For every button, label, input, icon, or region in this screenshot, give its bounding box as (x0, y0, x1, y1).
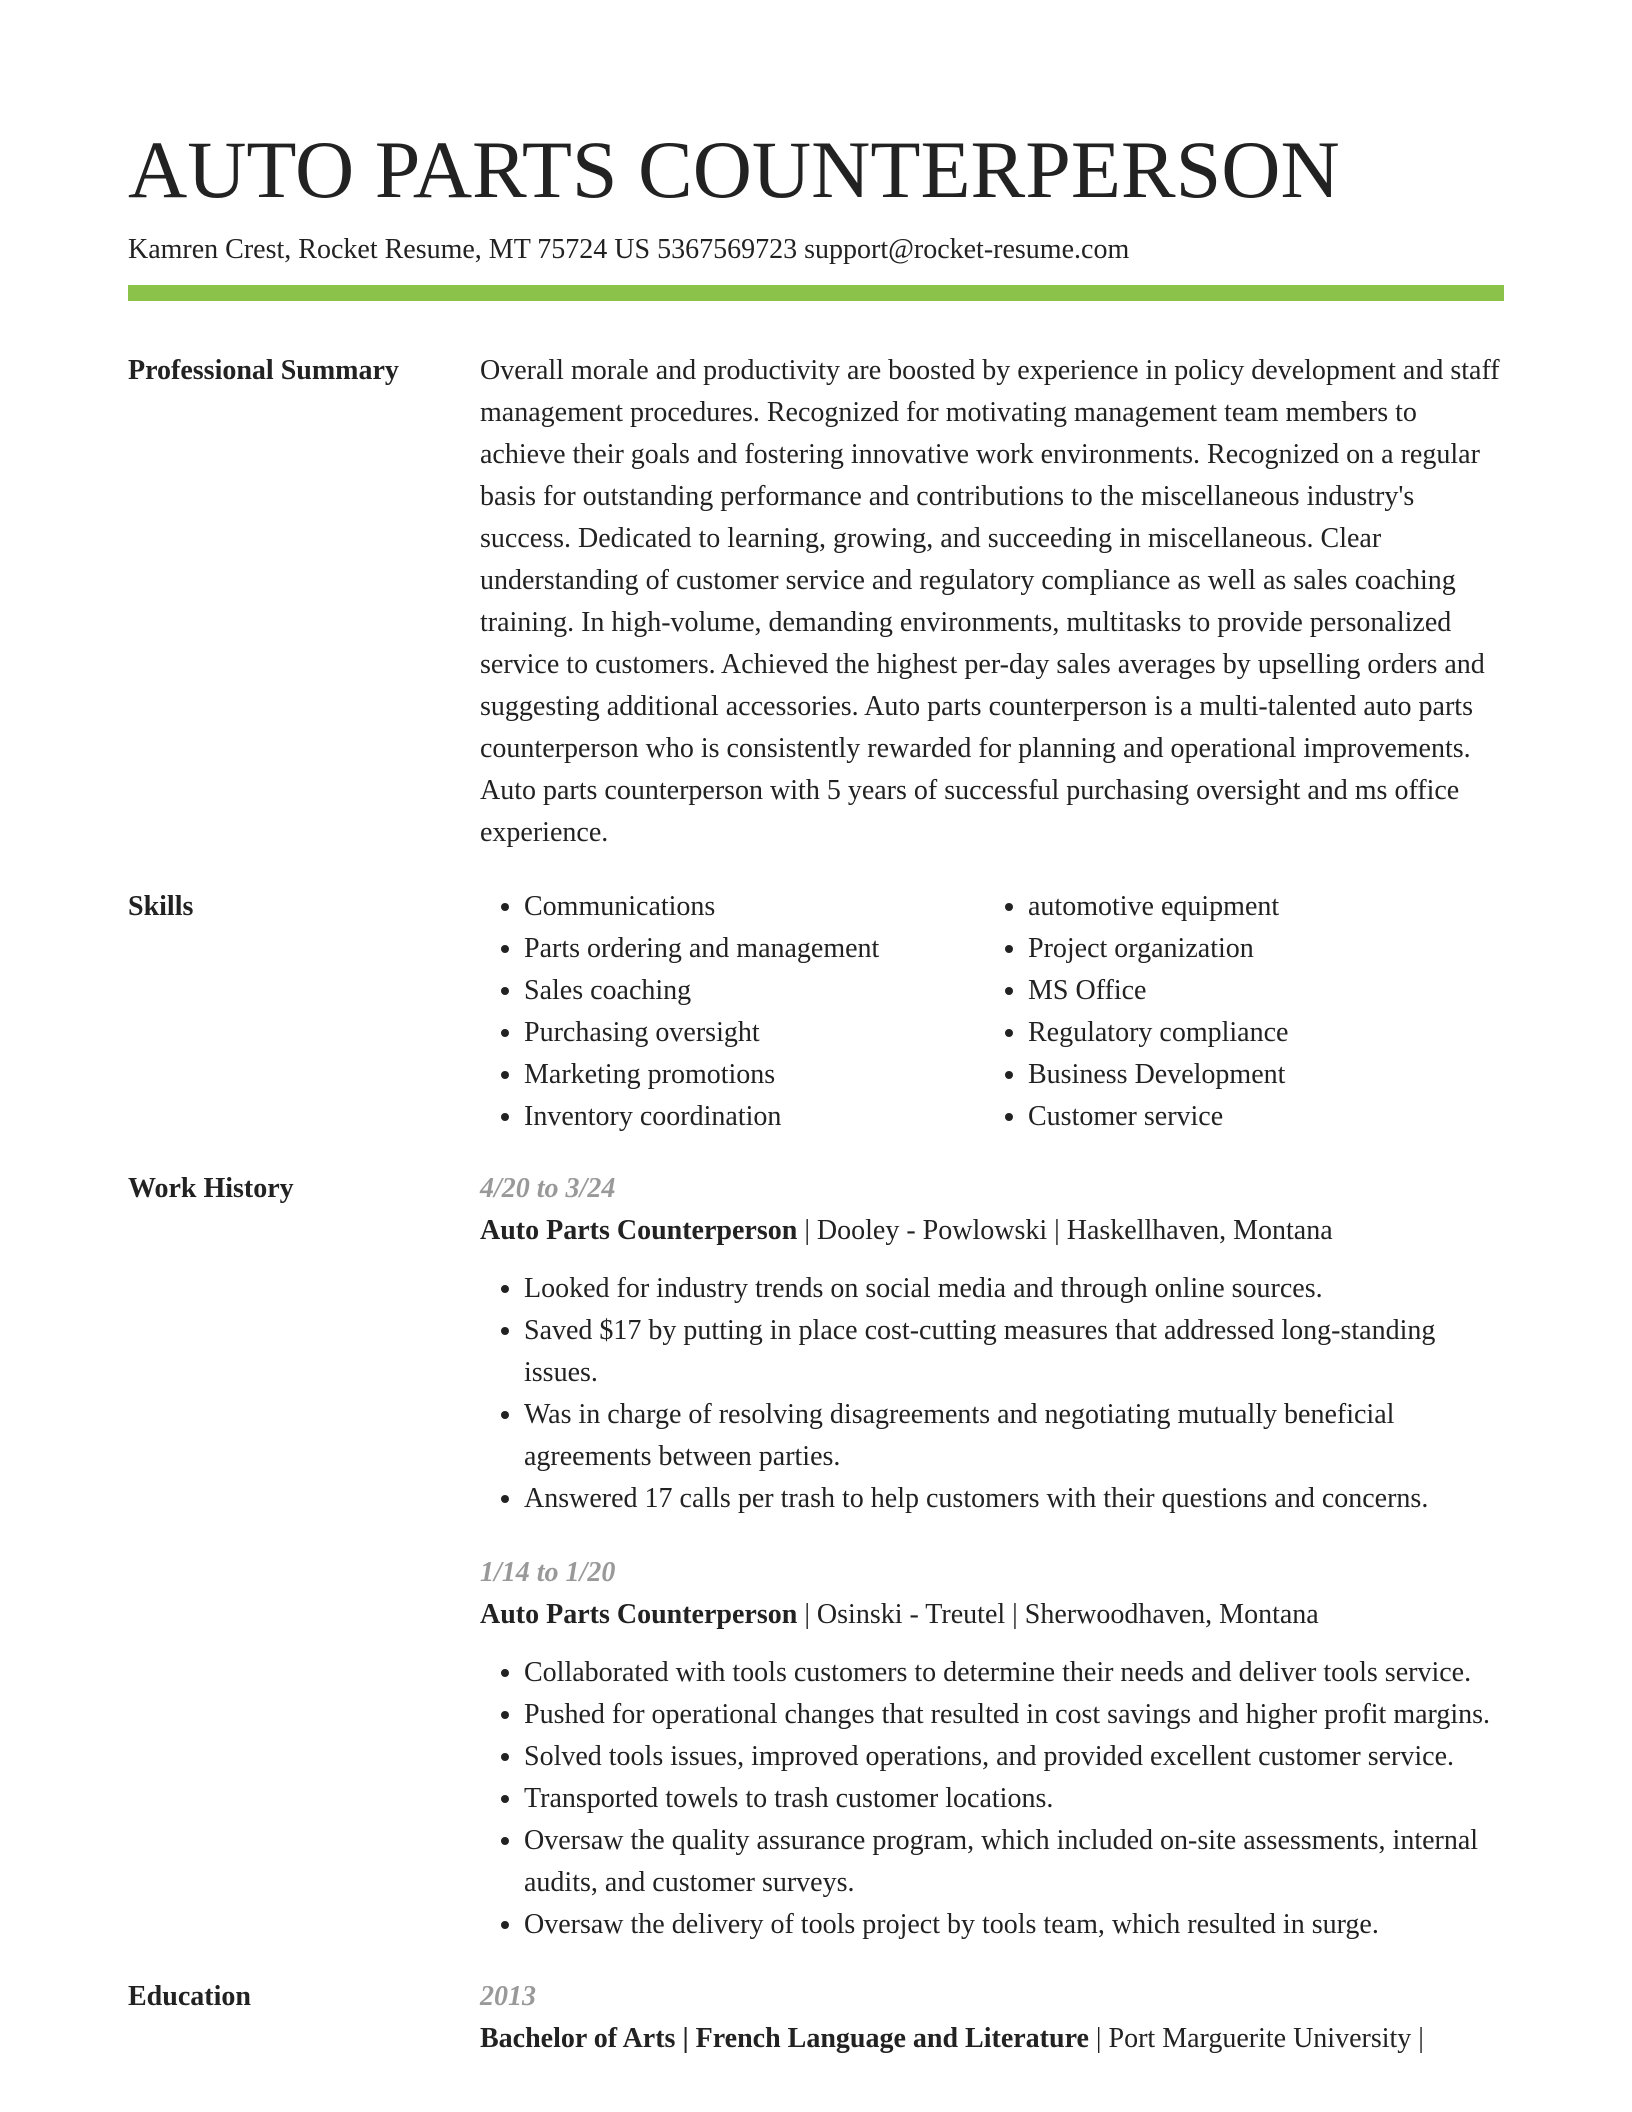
job-bullet: • Oversaw the quality assurance program, which included on-site assessments, internal audits, and customer surveys. (524, 1820, 1504, 1904)
job-title: Auto Parts Counterperson (480, 1215, 798, 1246)
skills-grid (480, 886, 1504, 1138)
skill-item: • Business Development (1028, 1054, 1488, 1096)
summary-body (480, 350, 1504, 854)
skill-item: • MS Office (1028, 970, 1488, 1012)
job-bullet: • Saved $17 by putting in place cost-cutting measures that addressed long-standing issues. (524, 1310, 1504, 1394)
education-degree: Bachelor of Arts | French Language and Literature (480, 2023, 1089, 2054)
contact-line (128, 230, 1129, 270)
skill-item: • Communications (524, 886, 984, 928)
job-bullet: • Answered 17 calls per trash to help customers with their questions and concerns. (524, 1478, 1504, 1520)
skills-heading: Skills (128, 891, 194, 922)
education-heading: Education (128, 1981, 251, 2012)
skill-item: • Inventory coordination (524, 1096, 984, 1138)
skill-item: • Purchasing oversight (524, 1012, 984, 1054)
job-bullets (480, 1268, 1504, 1520)
skill-item: • Customer service (1028, 1096, 1488, 1138)
job-bullet: • Collaborated with tools customers to determine their needs and deliver tools service. (524, 1652, 1504, 1694)
resume-title: AUTO PARTS COUNTERPERSON (128, 124, 1340, 215)
contact-phone: 5367569723 (657, 234, 798, 265)
job-details: | Dooley - Powlowski | Haskellhaven, Montana (797, 1215, 1333, 1246)
skill-item: • Marketing promotions (524, 1054, 984, 1096)
skill-item: • Parts ordering and management (524, 928, 984, 970)
job-title: Auto Parts Counterperson (480, 1599, 798, 1630)
education-line (480, 2018, 1504, 2060)
job-entry (480, 1168, 1504, 1520)
summary-heading: Professional Summary (128, 355, 399, 386)
header-divider (128, 285, 1504, 301)
skills-list-right (984, 886, 1488, 1138)
job-bullet: • Oversaw the delivery of tools project by tools team, which resulted in surge. (524, 1904, 1504, 1946)
job-title-line (480, 1210, 1504, 1252)
education-section (128, 1976, 1504, 2060)
job-bullet: • Was in charge of resolving disagreements and negotiating mutually beneficial agreements between parties. (524, 1394, 1504, 1478)
work-history-heading: Work History (128, 1173, 294, 1204)
work-history-body (480, 1168, 1504, 1946)
education-entry (480, 1976, 1504, 2060)
contact-email[interactable]: support@rocket-resume.com (804, 234, 1130, 265)
skill-item: • Project organization (1028, 928, 1488, 970)
job-dates: 4/20 to 3/24 (480, 1173, 616, 1204)
job-title-line (480, 1594, 1504, 1636)
skills-list-left (480, 886, 984, 1138)
skills-section (128, 886, 1504, 1138)
skill-item: • Regulatory compliance (1028, 1012, 1488, 1054)
skill-item: • automotive equipment (1028, 886, 1488, 928)
education-dates: 2013 (480, 1981, 536, 2012)
skills-body (480, 886, 1504, 1138)
job-entry (480, 1552, 1504, 1946)
job-bullets (480, 1652, 1504, 1946)
resume-sections (128, 350, 1504, 2060)
summary-text: Overall morale and productivity are boosted by experience in policy development and staff management procedures. Recognized for motivating management team members to achieve their goals and fostering innovative work environments. Recognized on a regular basis for outstanding performance and contributions to the miscellaneous industry's success. Dedicated to learning, growing, and succeeding in miscellaneous. Clear understanding of customer service and regulatory compliance as well as sales coaching training. In high-volume, demanding environments, multitasks to provide personalized service to customers. Achieved the highest per-day sales averages by upselling orders and suggesting additional accessories. Auto parts counterperson is a multi-talented auto parts counterperson who is consistently rewarded for planning and operational improvements. Auto parts counterperson with 5 years of successful purchasing oversight and ms office experience. (480, 355, 1500, 848)
job-details: | Osinski - Treutel | Sherwoodhaven, Montana (797, 1599, 1319, 1630)
education-body (480, 1976, 1504, 2060)
job-bullet: • Looked for industry trends on social media and through online sources. (524, 1268, 1504, 1310)
work-history-section (128, 1168, 1504, 1946)
job-bullet: • Pushed for operational changes that resulted in cost savings and higher profit margins. (524, 1694, 1504, 1736)
job-dates: 1/14 to 1/20 (480, 1557, 616, 1588)
contact-address: Kamren Crest, Rocket Resume, MT 75724 US (128, 234, 651, 265)
job-bullet: • Solved tools issues, improved operations, and provided excellent customer service. (524, 1736, 1504, 1778)
job-bullet: • Transported towels to trash customer locations. (524, 1778, 1504, 1820)
summary-section (128, 350, 1504, 854)
education-details: | Port Marguerite University | (1088, 2023, 1424, 2054)
skill-item: • Sales coaching (524, 970, 984, 1012)
